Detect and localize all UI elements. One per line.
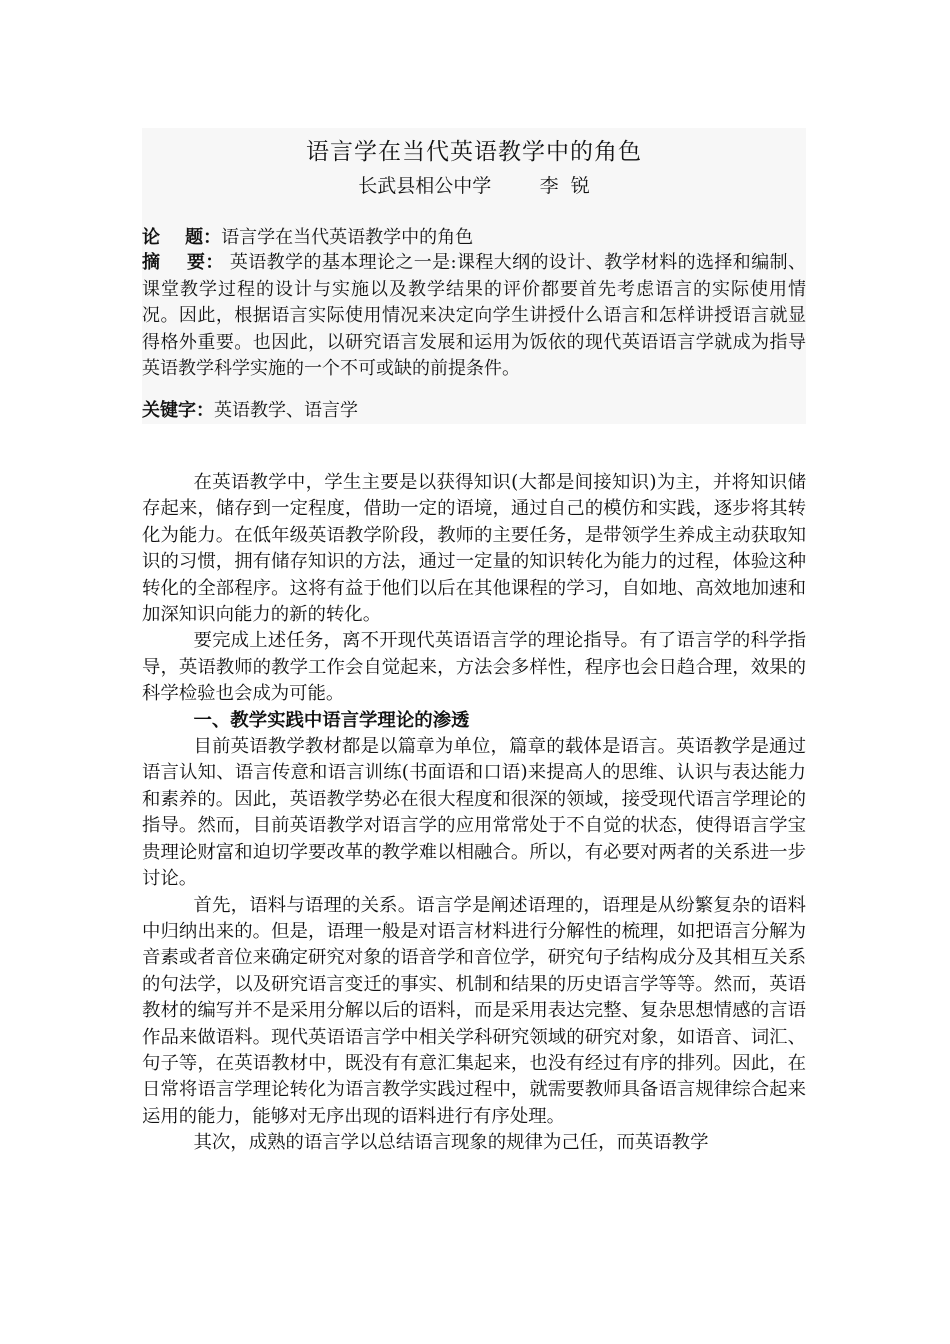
body-paragraph: 要完成上述任务，离不开现代英语语言学的理论指导。有了语言学的科学指导，英语教师的教学工作会自觉起来，方法会多样性，程序也会日趋合理，效果的科学检验也会成为可能。 (142, 630, 806, 705)
topic-label: 论 题： (142, 227, 222, 248)
author-byline: 长武县相公中学 李 锐 (358, 175, 590, 197)
keywords-text: 英语教学、语言学 (214, 400, 358, 421)
abstract-text: 英语教学的基本理论之一是:课程大纲的设计、教学材料的选择和编制、课堂教学过程的设计与实施以及教学结果的评价都要首先考虑语言的实际使用情况。因此，根据语言实际使用情况来决定向学生讲授什么语言和怎样讲授语言就显得格外重要。也因此，以研究语言发展和运用为饭依的现代英语语言学就成为指导英语教学科学实施的一个不可或缺的前提条件。 (142, 252, 806, 379)
topic-text: 语言学在当代英语教学中的角色 (221, 227, 474, 248)
section-heading: 一、教学实践中语言学理论的渗透 (193, 709, 470, 731)
keywords-line (142, 398, 806, 425)
section-paragraph: 首先，语料与语理的关系。语言学是阐述语理的，语理是从纷繁复杂的语料中归纳出来的。但是，语理一般是对语言材料进行分解性的梳理，如把语言分解为音素或者音位来确定研究对象的语音学和音位学，研究句子结构成分及其相互关系的句法学，以及研究语言变迁的事实、机制和结果的历史语言学等等。然而，英语教材的编写并不是采用分解以后的语料，而是采用表达完整、复杂思想情感的言语作品来做语料。现代英语语言学中相关学科研究领域的研究对象，如语音、词汇、句子等，在英语教材中，既没有有意汇集起来，也没有经过有序的排列。因此，在日常将语言学理论转化为语言教学实践过程中，就需要教师具备语言规律综合起来运用的能力，能够对无序出现的语料进行有序处理。 (142, 894, 806, 1127)
document-title: 语言学在当代英语教学中的角色 (306, 139, 642, 165)
body-paragraph: 在英语教学中，学生主要是以获得知识(大都是间接知识)为主，并将知识储存起来，储存到一定程度，借助一定的语境，通过自己的模仿和实践，逐步将其转化为能力。在低年级英语教学阶段，教师的主要任务，是带领学生养成主动获取知识的习惯，拥有储存知识的方法，通过一定量的知识转化为能力的过程，体验这种转化的全部程序。这将有益于他们以后在其他课程的学习，自如地、高效地加速和加深知识向能力的新的转化。 (142, 472, 806, 626)
section-paragraph: 其次，成熟的语言学以总结语言现象的规律为己任，而英语教学 (193, 1132, 709, 1154)
body-text (142, 470, 806, 1157)
section-paragraph: 目前英语教学教材都是以篇章为单位，篇章的载体是语言。英语教学是通过语言认知、语言传意和语言训练(书面语和口语)来提高人的思维、认识与表达能力和素养的。因此，英语教学势必在很大程度和很深的领域，接受现代语言学理论的指导。然而，目前英语教学对语言学的应用常常处于不自觉的状态，使得语言学宝贵理论财富和迫切学要改革的教学难以相融合。所以，有必要对两者的关系进一步讨论。 (142, 736, 806, 890)
topic-line (142, 225, 806, 252)
abstract-block (142, 250, 806, 383)
abstract-label: 摘 要： (142, 252, 224, 273)
keywords-label: 关键字： (142, 400, 214, 421)
